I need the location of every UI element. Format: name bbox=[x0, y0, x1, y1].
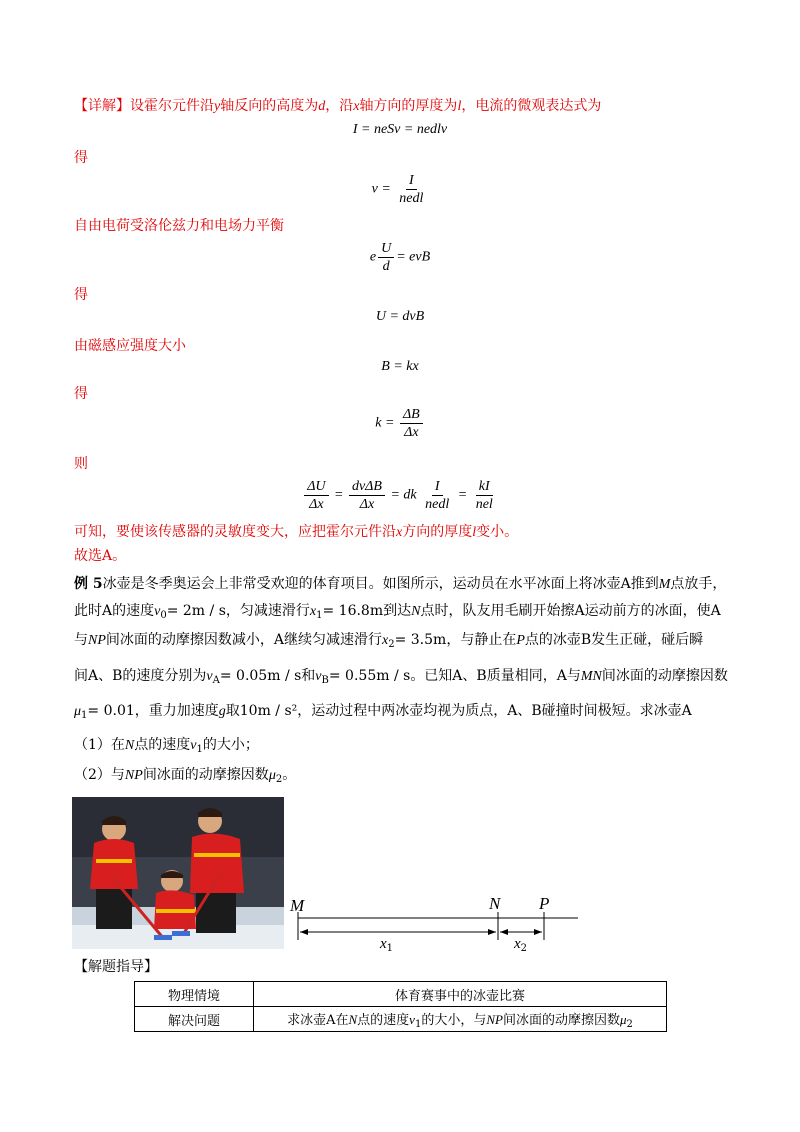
arrowhead bbox=[500, 929, 508, 935]
example-line-1: 例 5冰壶是冬季奥运会上非常受欢迎的体育项目。如图所示，运动员在水平冰面上将冰壶A推到M点放手， bbox=[74, 576, 727, 592]
example-label: 例 5 bbox=[74, 576, 103, 592]
curling-photo bbox=[72, 797, 284, 949]
text-conclusion: 可知，要使该传感器的灵敏度变大，应把霍尔元件沿x方向的厚度l变小。 bbox=[74, 524, 519, 540]
motion-diagram bbox=[288, 890, 588, 960]
question-1: （1）在N点的速度$v_1$的大小； bbox=[74, 737, 259, 755]
guide-table bbox=[134, 981, 667, 1032]
equation-balance: e $\frac{U}{d}$ = evB bbox=[369, 241, 431, 274]
text-ze: 则 bbox=[74, 456, 88, 472]
equation-current: I = neSv = nedlv bbox=[352, 122, 448, 137]
equation-voltage: U = dvB bbox=[375, 309, 425, 324]
label-x1: $x_1$ bbox=[380, 936, 394, 954]
label-x2: $x_2$ bbox=[514, 936, 528, 954]
example-line-3: 与NP间冰面的动摩擦因数减小，A继续匀减速滑行$x_2= 3.5m$，与静止在P点的冰壶B发生正碰，碰后瞬 bbox=[74, 632, 704, 650]
table-cell: 解决问题 bbox=[135, 1007, 254, 1032]
text-de-1: 得 bbox=[74, 150, 88, 166]
text-field-magnitude: 由磁感应强度大小 bbox=[74, 338, 186, 354]
detail-tag: 【详解】 bbox=[74, 98, 130, 114]
fraction: $\frac{kI}{\text{nel}}$ bbox=[475, 479, 493, 512]
label-p: P bbox=[539, 894, 550, 913]
fraction: $\frac{\Delta B}{\Delta x}$ bbox=[400, 406, 423, 441]
fraction: $\frac{U}{d}$ bbox=[378, 240, 394, 275]
equation-k: k = $\frac{\Delta B}{\Delta x}$ bbox=[0, 406, 800, 441]
text-answer: 故选A。 bbox=[74, 548, 127, 564]
table-row bbox=[135, 982, 667, 1007]
table-row bbox=[135, 1007, 667, 1032]
example-line-4: 间A、B的速度分别为$v_A= 0.05m / s$和$v_B= 0.55m / s$。已知A、B质量相同，A与MN间冰面的动摩擦因数 bbox=[74, 668, 728, 686]
equation-field: B = kx bbox=[381, 359, 419, 374]
label-m: M bbox=[290, 896, 305, 915]
label-n: N bbox=[489, 894, 501, 913]
example-line-5: $\mu_1= 0.01$，重力加速度g取10m / s²，运动过程中两冰壶均视为质点，A、B碰撞时间极短。求冰壶A bbox=[74, 703, 692, 721]
fraction: $\frac{\Delta U}{\Delta x}$ bbox=[304, 478, 328, 513]
fraction: $\frac{I}{\text{nedl}}$ bbox=[425, 479, 450, 512]
arrowhead bbox=[534, 929, 542, 935]
arrowhead bbox=[488, 929, 496, 935]
detail-intro: 【详解】设霍尔元件沿y轴反向的高度为d，沿x轴方向的厚度为l，电流的微观表达式为 bbox=[74, 98, 602, 114]
table-cell: 体育赛事中的冰壶比赛 bbox=[254, 982, 667, 1007]
equation-velocity: v = $\frac{I}{\text{nedl}}$ bbox=[0, 172, 800, 207]
example-line-2: 此时A的速度$v_0= 2m / s$，匀减速滑行$x_1= 16.8m$到达N点时，队友用毛刷开始擦A运动前方的冰面，使A bbox=[74, 603, 721, 621]
arrowhead bbox=[300, 929, 308, 935]
fraction: $\frac{\text{dvΔB}}{\Delta x}$ bbox=[349, 478, 385, 513]
equation-sensitivity: $\frac{\Delta U}{\Delta x}$ = $\frac{\text{dvΔB}}{\Delta x}$ = dk $\frac{I}{\text{nedl}}$ = $\frac{kI}{\text{nel}}$ bbox=[0, 478, 800, 513]
text-de-2: 得 bbox=[74, 287, 88, 303]
table-cell: 求冰壶A在N点的速度$v_1$的大小，与NP间冰面的动摩擦因数$\mu_2$ bbox=[254, 1007, 667, 1032]
fraction: $\frac{I}{\text{nedl}}$ bbox=[399, 173, 424, 206]
text-force-balance: 自由电荷受洛伦兹力和电场力平衡 bbox=[74, 218, 284, 234]
question-2: （2）与NP间冰面的动摩擦因数$\mu_2$。 bbox=[74, 767, 297, 785]
guide-heading: 【解题指导】 bbox=[74, 959, 158, 975]
table-cell: 物理情境 bbox=[135, 982, 254, 1007]
text-de-3: 得 bbox=[74, 386, 88, 402]
